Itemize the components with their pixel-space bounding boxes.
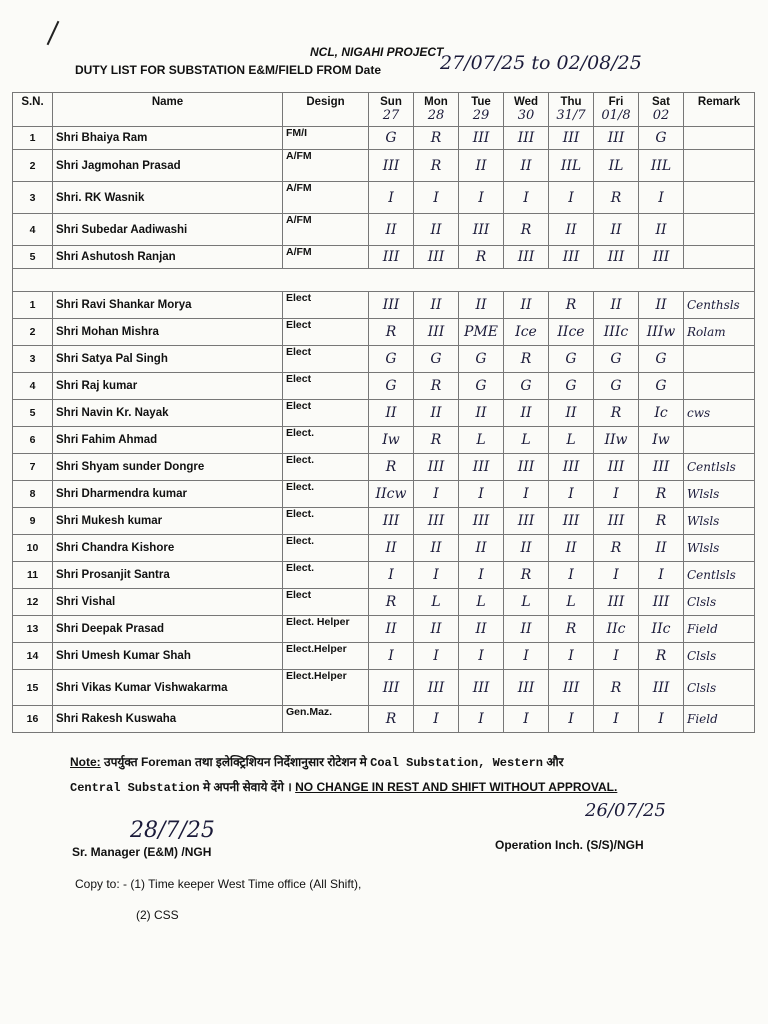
shift-fri: R [594,400,639,427]
shift-sun: III [369,292,414,319]
shift-sun: I [369,562,414,589]
col-sn: S.N. [13,93,53,127]
operation-incharge-title: Operation Inch. (S/S)/NGH [495,838,644,852]
shift-mon: R [414,127,459,150]
shift-fri: I [594,643,639,670]
shift-fri: R [594,670,639,706]
pen-mark [47,21,60,45]
shift-wed: III [504,127,549,150]
row-remark: Centhsls [684,292,755,319]
shift-fri: R [594,535,639,562]
shift-thu: III [549,454,594,481]
shift-sun: G [369,127,414,150]
row-remark: Wlsls [684,508,755,535]
row-remark: cws [684,400,755,427]
shift-fri: IIw [594,427,639,454]
shift-fri: III [594,246,639,269]
shift-fri: G [594,373,639,400]
shift-sat: G [639,127,684,150]
shift-thu: I [549,643,594,670]
shift-wed: R [504,214,549,246]
copy-to-line-1: Copy to: - (1) Time keeper West Time office (All Shift), [75,877,362,891]
shift-sat: G [639,346,684,373]
shift-sat: III [639,589,684,616]
shift-tue: L [459,589,504,616]
note-emphasis: NO CHANGE IN REST AND SHIFT WITHOUT APPROVAL. [295,780,618,794]
row-sn: 11 [13,562,53,589]
shift-tue: III [459,214,504,246]
table-row [13,214,755,246]
shift-sat: IIc [639,616,684,643]
note-mono-1: Coal Substation, Western [370,756,543,770]
shift-tue: III [459,127,504,150]
row-design: A/FM [283,214,369,246]
row-remark: Rolam [684,319,755,346]
sr-manager-title: Sr. Manager (E&M) /NGH [72,845,212,859]
shift-sat: II [639,292,684,319]
shift-wed: II [504,616,549,643]
row-name: Shri Shyam sunder Dongre [53,454,283,481]
shift-tue: G [459,373,504,400]
row-remark: Centlsls [684,562,755,589]
row-name: Shri Fahim Ahmad [53,427,283,454]
row-remark: Field [684,706,755,733]
shift-wed: II [504,535,549,562]
row-design: Elect. [283,535,369,562]
row-name: Shri Prosanjit Santra [53,562,283,589]
row-sn: 2 [13,319,53,346]
row-name: Shri Deepak Prasad [53,616,283,643]
row-sn: 16 [13,706,53,733]
row-sn: 15 [13,670,53,706]
shift-tue: I [459,643,504,670]
table-row [13,508,755,535]
shift-sat: R [639,481,684,508]
note-label: Note: [70,755,101,769]
row-remark: Clsls [684,589,755,616]
row-sn: 4 [13,373,53,400]
shift-fri: III [594,589,639,616]
row-remark [684,427,755,454]
shift-tue: II [459,150,504,182]
shift-wed: R [504,346,549,373]
shift-thu: III [549,246,594,269]
row-name: Shri Navin Kr. Nayak [53,400,283,427]
col-name: Name [53,93,283,127]
shift-fri: G [594,346,639,373]
shift-mon: III [414,319,459,346]
shift-wed: II [504,292,549,319]
row-sn: 13 [13,616,53,643]
shift-tue: G [459,346,504,373]
shift-fri: I [594,562,639,589]
shift-wed: II [504,150,549,182]
note-mono-2: Central Substation [70,781,200,795]
shift-mon: G [414,346,459,373]
row-design: Elect [283,292,369,319]
shift-sat: G [639,373,684,400]
row-design: Elect [283,373,369,400]
shift-wed: I [504,481,549,508]
table-row [13,150,755,182]
table-header-row [13,93,755,127]
row-name: Shri Umesh Kumar Shah [53,643,283,670]
shift-thu: R [549,616,594,643]
shift-sat: R [639,508,684,535]
row-design: Elect [283,346,369,373]
copy-to-line-2: (2) CSS [136,908,179,922]
note-block [70,750,730,800]
table-row [13,246,755,269]
col-thu: Thu 31/7 [549,93,594,127]
note-text-1: उपर्युक्त Foreman तथा इलेक्ट्रिशियन निर्देशानुसार रोटेशन मे [104,755,367,769]
shift-sat: III [639,454,684,481]
row-design: Elect [283,589,369,616]
table-row [13,373,755,400]
row-design: Elect. Helper [283,616,369,643]
shift-tue: I [459,481,504,508]
shift-thu: I [549,562,594,589]
shift-thu: G [549,346,594,373]
shift-sat: III [639,670,684,706]
row-name: Shri Jagmohan Prasad [53,150,283,182]
right-signature: 26/07/25 [585,800,666,821]
shift-sun: III [369,150,414,182]
shift-wed: III [504,670,549,706]
shift-fri: IL [594,150,639,182]
table-row [13,346,755,373]
row-remark [684,214,755,246]
row-remark [684,246,755,269]
shift-mon: R [414,427,459,454]
shift-sun: II [369,616,414,643]
shift-sun: III [369,246,414,269]
col-remark: Remark [684,93,755,127]
shift-mon: II [414,214,459,246]
row-name: Shri Mukesh kumar [53,508,283,535]
shift-thu: II [549,214,594,246]
shift-sat: R [639,643,684,670]
left-signature: 28/7/25 [130,818,215,843]
row-design: Elect. [283,481,369,508]
note-text-3: मे अपनी सेवाये देंगे । [202,780,292,794]
shift-thu: II [549,535,594,562]
shift-thu: III [549,127,594,150]
shift-fri: R [594,182,639,214]
duty-list-subtitle: DUTY LIST FOR SUBSTATION E&M/FIELD FROM Date [75,63,381,77]
row-design: Gen.Maz. [283,706,369,733]
row-name: Shri Vikas Kumar Vishwakarma [53,670,283,706]
row-remark: Field [684,616,755,643]
shift-wed: I [504,643,549,670]
row-remark: Centlsls [684,454,755,481]
row-sn: 7 [13,454,53,481]
table-row [13,706,755,733]
col-sun: Sun 27 [369,93,414,127]
row-design: A/FM [283,246,369,269]
shift-sat: II [639,214,684,246]
shift-mon: I [414,481,459,508]
row-name: Shri. RK Wasnik [53,182,283,214]
shift-wed: I [504,182,549,214]
shift-tue: R [459,246,504,269]
shift-tue: PME [459,319,504,346]
row-remark [684,373,755,400]
shift-sat: Iw [639,427,684,454]
shift-wed: I [504,706,549,733]
shift-wed: III [504,454,549,481]
shift-thu: L [549,427,594,454]
row-design: Elect. [283,454,369,481]
row-design: Elect. [283,508,369,535]
shift-mon: I [414,562,459,589]
shift-mon: II [414,535,459,562]
shift-fri: IIc [594,616,639,643]
row-remark [684,127,755,150]
shift-sun: R [369,454,414,481]
col-mon: Mon 28 [414,93,459,127]
row-remark [684,182,755,214]
table-row [13,292,755,319]
table-row [13,643,755,670]
shift-thu: III [549,670,594,706]
shift-sat: II [639,535,684,562]
shift-fri: III [594,454,639,481]
shift-wed: II [504,400,549,427]
row-name: Shri Bhaiya Ram [53,127,283,150]
table-row [13,481,755,508]
shift-fri: IIIc [594,319,639,346]
shift-tue: III [459,508,504,535]
table-row [13,454,755,481]
row-sn: 1 [13,292,53,319]
shift-fri: I [594,481,639,508]
shift-tue: III [459,670,504,706]
shift-fri: III [594,127,639,150]
row-design: Elect [283,319,369,346]
table-row [13,562,755,589]
shift-sun: IIcw [369,481,414,508]
row-design: A/FM [283,150,369,182]
duty-table [12,92,755,733]
row-sn: 6 [13,427,53,454]
row-remark: Wlsls [684,481,755,508]
shift-wed: L [504,427,549,454]
col-wed: Wed 30 [504,93,549,127]
row-remark [684,346,755,373]
shift-sat: IIL [639,150,684,182]
shift-mon: I [414,182,459,214]
row-name: Shri Rakesh Kuswaha [53,706,283,733]
row-name: Shri Vishal [53,589,283,616]
note-text-2: और [546,755,564,769]
section-divider-row [13,269,755,292]
shift-thu: IIL [549,150,594,182]
shift-thu: I [549,706,594,733]
table-row [13,319,755,346]
row-sn: 3 [13,346,53,373]
row-name: Shri Dharmendra kumar [53,481,283,508]
shift-sun: R [369,589,414,616]
row-name: Shri Raj kumar [53,373,283,400]
shift-tue: II [459,535,504,562]
shift-sun: Iw [369,427,414,454]
row-remark [684,150,755,182]
row-design: FM/I [283,127,369,150]
shift-mon: I [414,706,459,733]
shift-tue: II [459,292,504,319]
row-design: A/FM [283,182,369,214]
shift-thu: I [549,481,594,508]
shift-mon: R [414,373,459,400]
shift-wed: G [504,373,549,400]
shift-tue: I [459,706,504,733]
shift-wed: III [504,508,549,535]
shift-mon: II [414,616,459,643]
shift-fri: II [594,292,639,319]
shift-sun: III [369,508,414,535]
shift-mon: III [414,508,459,535]
shift-wed: R [504,562,549,589]
shift-thu: I [549,182,594,214]
shift-sun: G [369,373,414,400]
col-design: Design [283,93,369,127]
col-tue: Tue 29 [459,93,504,127]
row-sn: 1 [13,127,53,150]
row-design: Elect. [283,562,369,589]
shift-sun: II [369,214,414,246]
shift-mon: II [414,292,459,319]
shift-wed: L [504,589,549,616]
table-row [13,127,755,150]
table-row [13,616,755,643]
shift-tue: L [459,427,504,454]
shift-mon: II [414,400,459,427]
shift-sun: III [369,670,414,706]
table-row [13,670,755,706]
shift-sun: R [369,706,414,733]
shift-fri: I [594,706,639,733]
shift-thu: R [549,292,594,319]
project-title: NCL, NIGAHI PROJECT [310,45,444,59]
shift-sat: III [639,246,684,269]
row-sn: 2 [13,150,53,182]
shift-tue: III [459,454,504,481]
shift-mon: III [414,454,459,481]
shift-sat: IIIw [639,319,684,346]
row-sn: 12 [13,589,53,616]
row-sn: 5 [13,246,53,269]
shift-wed: III [504,246,549,269]
shift-mon: III [414,670,459,706]
shift-sun: R [369,319,414,346]
shift-tue: II [459,400,504,427]
col-sat: Sat 02 [639,93,684,127]
shift-thu: III [549,508,594,535]
row-sn: 4 [13,214,53,246]
row-name: Shri Satya Pal Singh [53,346,283,373]
row-name: Shri Ashutosh Ranjan [53,246,283,269]
shift-sun: G [369,346,414,373]
shift-sun: I [369,643,414,670]
row-design: Elect. [283,427,369,454]
shift-thu: IIce [549,319,594,346]
shift-thu: G [549,373,594,400]
row-name: Shri Ravi Shankar Morya [53,292,283,319]
shift-mon: R [414,150,459,182]
row-remark: Clsls [684,670,755,706]
row-sn: 14 [13,643,53,670]
table-row [13,535,755,562]
row-remark: Clsls [684,643,755,670]
shift-sun: II [369,400,414,427]
shift-sat: I [639,182,684,214]
row-design: Elect.Helper [283,643,369,670]
table-row [13,589,755,616]
row-sn: 3 [13,182,53,214]
row-remark: Wlsls [684,535,755,562]
handwritten-date-range: 27/07/25 to 02/08/25 [440,52,642,74]
row-name: Shri Mohan Mishra [53,319,283,346]
row-sn: 10 [13,535,53,562]
shift-thu: L [549,589,594,616]
row-sn: 8 [13,481,53,508]
shift-fri: III [594,508,639,535]
col-fri: Fri 01/8 [594,93,639,127]
shift-mon: III [414,246,459,269]
row-name: Shri Subedar Aadiwashi [53,214,283,246]
shift-tue: I [459,182,504,214]
shift-sun: I [369,182,414,214]
shift-thu: II [549,400,594,427]
shift-sun: II [369,535,414,562]
row-sn: 5 [13,400,53,427]
shift-fri: II [594,214,639,246]
row-design: Elect [283,400,369,427]
row-sn: 9 [13,508,53,535]
shift-sat: I [639,562,684,589]
row-design: Elect.Helper [283,670,369,706]
shift-mon: L [414,589,459,616]
shift-sat: I [639,706,684,733]
shift-wed: Ice [504,319,549,346]
table-row [13,182,755,214]
shift-tue: II [459,616,504,643]
shift-mon: I [414,643,459,670]
shift-tue: I [459,562,504,589]
shift-sat: Ic [639,400,684,427]
table-row [13,400,755,427]
table-row [13,427,755,454]
row-name: Shri Chandra Kishore [53,535,283,562]
